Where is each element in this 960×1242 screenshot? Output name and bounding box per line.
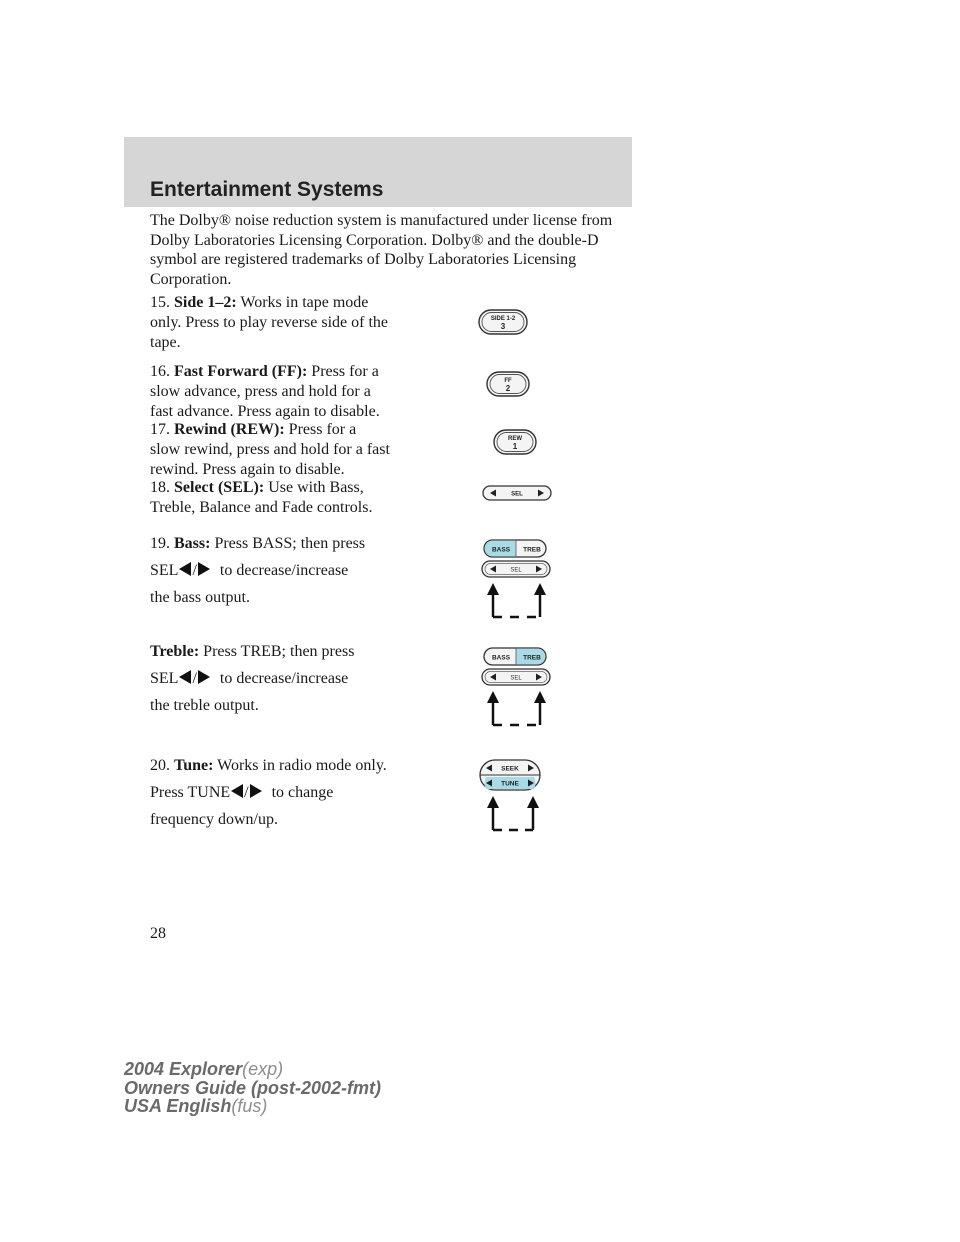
item-text: Press BASS; then press bbox=[214, 535, 366, 552]
side-1-2-button-illustration bbox=[478, 309, 528, 335]
button-label: FF bbox=[504, 378, 512, 384]
item-select bbox=[150, 478, 390, 518]
item-number: 20. bbox=[150, 757, 170, 774]
item-title: Side 1–2: bbox=[174, 294, 237, 311]
dolby-notice: The Dolby® noise reduction system is manufactured under license from Dolby Laboratories Licensing Corporation. Dolby® and the double-D symbol are registered trademarks of Dolby Laboratories Licensing Corporation. bbox=[150, 212, 613, 288]
item-text: the bass output. bbox=[150, 589, 250, 606]
item-number: 16. bbox=[150, 363, 170, 380]
footer-model: 2004 Explorer bbox=[124, 1059, 243, 1079]
treb-label: TREB bbox=[523, 546, 541, 554]
slash: / bbox=[192, 670, 197, 687]
footer-language: USA English bbox=[124, 1096, 232, 1116]
left-arrow-icon bbox=[231, 784, 243, 798]
item-title: Tune: bbox=[174, 757, 214, 774]
press-indicator-icon bbox=[487, 691, 546, 725]
footer-line bbox=[124, 1097, 381, 1116]
item-text: Press TREB; then press bbox=[203, 643, 355, 660]
item-text: Press for a slow rewind, press and hold for a fast rewind. Press again to disable. bbox=[150, 421, 390, 478]
button-label: SEL bbox=[510, 567, 522, 574]
item-title: Select (SEL): bbox=[174, 479, 265, 496]
tune-control-illustration bbox=[478, 758, 544, 838]
item-number: 18. bbox=[150, 479, 170, 496]
item-tune bbox=[150, 752, 390, 833]
item-text: Press TUNE bbox=[150, 784, 231, 801]
item-text: Works in radio mode only. bbox=[217, 757, 387, 774]
item-text: the treble output. bbox=[150, 697, 259, 714]
right-arrow-icon bbox=[198, 670, 210, 684]
treble-control-illustration bbox=[480, 646, 554, 734]
treb-label: TREB bbox=[523, 654, 541, 662]
item-text: to change bbox=[271, 784, 334, 801]
ff-button-illustration bbox=[486, 371, 530, 397]
item-text: Works in tape mode only. Press to play reverse side of the tape. bbox=[150, 294, 389, 351]
seek-label: SEEK bbox=[501, 765, 519, 773]
item-text: to decrease/increase bbox=[219, 562, 349, 579]
footer-code: (exp) bbox=[242, 1059, 284, 1079]
item-number: 19. bbox=[150, 535, 170, 552]
item-bass bbox=[150, 530, 390, 611]
item-text: Press for a slow advance, press and hold for a fast advance. Press again to disable. bbox=[150, 363, 380, 420]
right-arrow-icon bbox=[250, 784, 262, 798]
section-title: Entertainment Systems bbox=[150, 178, 384, 201]
footer-code: (fus) bbox=[231, 1096, 268, 1116]
press-indicator-icon bbox=[487, 796, 539, 830]
left-arrow-icon bbox=[179, 562, 191, 576]
item-title: Treble: bbox=[150, 643, 200, 660]
sel-rocker-illustration bbox=[482, 485, 552, 501]
rew-button-illustration bbox=[493, 429, 537, 455]
button-number: 3 bbox=[500, 322, 506, 331]
press-indicator-icon bbox=[487, 583, 546, 617]
footer-guide: Owners Guide (post-2002-fmt) bbox=[124, 1077, 382, 1098]
tune-label: TUNE bbox=[501, 780, 519, 788]
button-number: 2 bbox=[505, 384, 511, 393]
item-title: Fast Forward (FF): bbox=[174, 363, 308, 380]
right-arrow-icon bbox=[198, 562, 210, 576]
footer-line bbox=[124, 1060, 381, 1079]
item-text: Use with Bass, Treble, Balance and Fade controls. bbox=[150, 479, 373, 516]
document-footer bbox=[124, 1060, 381, 1116]
bass-label: BASS bbox=[491, 654, 511, 662]
item-number: 17. bbox=[150, 421, 170, 438]
item-number: 15. bbox=[150, 294, 170, 311]
item-rewind bbox=[150, 420, 390, 480]
button-label: SEL bbox=[511, 491, 523, 498]
slash: / bbox=[192, 562, 197, 579]
item-text: SEL bbox=[150, 670, 179, 687]
item-text: SEL bbox=[150, 562, 179, 579]
item-text: to decrease/increase bbox=[219, 670, 349, 687]
item-text: frequency down/up. bbox=[150, 811, 278, 828]
item-treble bbox=[150, 638, 390, 719]
button-label: REW bbox=[508, 436, 522, 442]
left-arrow-icon bbox=[179, 670, 191, 684]
bass-control-illustration bbox=[480, 538, 554, 626]
button-label: SEL bbox=[510, 675, 522, 682]
item-title: Rewind (REW): bbox=[174, 421, 285, 438]
slash: / bbox=[244, 784, 249, 801]
item-title: Bass: bbox=[174, 535, 211, 552]
footer-line bbox=[124, 1079, 381, 1098]
page-number: 28 bbox=[150, 925, 166, 942]
item-fast-forward bbox=[150, 362, 390, 422]
item-side-1-2 bbox=[150, 293, 390, 353]
button-number: 1 bbox=[512, 442, 518, 451]
button-label: SIDE 1-2 bbox=[490, 316, 516, 322]
bass-label: BASS bbox=[491, 546, 511, 554]
